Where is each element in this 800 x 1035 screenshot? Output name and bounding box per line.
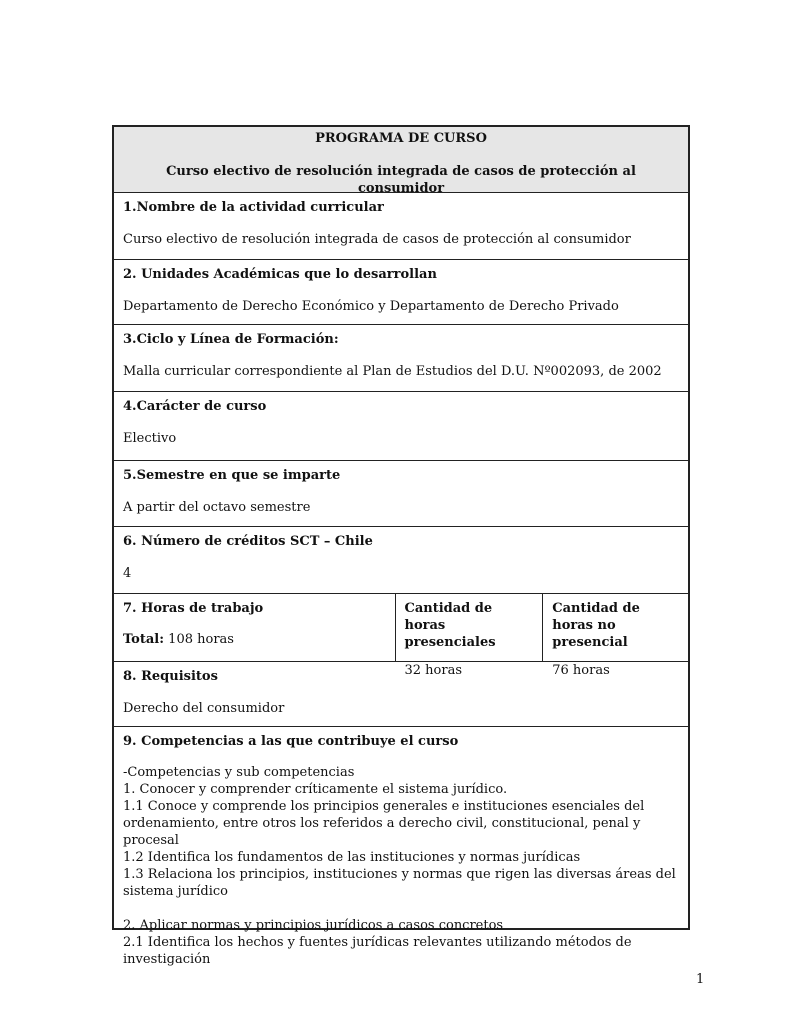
section-academic-units [114,259,688,324]
hours-total-cell [114,594,396,661]
competency-line: 2.1 Identifica los hechos y fuentes jurídicas relevantes utilizando métodos de investigación [123,935,632,967]
hours-title: 7. Horas de trabajo [123,601,264,616]
section-title: 5.Semestre en que se imparte [123,468,341,483]
section-title: 6. Número de créditos SCT – Chile [123,534,373,549]
page-number: 1 [696,972,705,987]
hours-presencial-cell [396,594,544,678]
course-title: Curso electivo de resolución integrada de casos de protección al consumidor [166,164,636,196]
section-title: 9. Competencias a las que contribuye el curso [123,734,459,749]
table-header [114,127,688,196]
section-value: 4 [123,566,132,581]
competency-spacer [123,900,679,917]
competencies-list [123,764,679,968]
competency-line: -Competencias y sub competencias [123,765,355,780]
section-title: 8. Requisitos [123,669,218,684]
competency-line: 1. Conocer y comprender críticamente el sistema jurídico. [123,782,508,797]
competency-line: 1.2 Identifica los fundamentos de las instituciones y normas jurídicas [123,850,581,865]
section-value: Departamento de Derecho Económico y Departamento de Derecho Privado [123,299,619,314]
section-title: 3.Ciclo y Línea de Formación: [123,332,339,347]
section-semester [114,460,688,526]
hours-no-presencial-cell [543,594,688,678]
competency-line: 1.1 Conoce y comprende los principios generales e instituciones esenciales del ordenamiento, entre otros los referidos a derecho civil, constitucional, penal y procesal [123,799,645,848]
hours-total-label: Total: [123,632,165,647]
section-title: 4.Carácter de curso [123,399,267,414]
hours-no-presencial-value: 76 horas [552,663,610,678]
section-value: Derecho del consumidor [123,701,285,716]
hours-no-presencial-title: Cantidad de horas no presencial [552,601,640,650]
section-cycle-line [114,324,688,391]
competency-line: 2. Aplicar normas y principios jurídicos a casos concretos [123,918,504,933]
section-credits [114,526,688,593]
section-value: A partir del octavo semestre [123,500,311,515]
program-title: PROGRAMA DE CURSO [315,131,487,146]
section-title: 2. Unidades Académicas que lo desarrollan [123,267,437,282]
competency-line: 1.3 Relaciona los principios, instituciones y normas que rigen las diversas áreas del sistema jurídico [123,867,676,899]
section-value: Electivo [123,431,177,446]
section-activity-name [114,192,688,259]
section-competencies [114,726,688,967]
section-course-character [114,391,688,460]
hours-total [123,631,386,648]
section-value: Curso electivo de resolución integrada de casos de protección al consumidor [123,232,631,247]
section-value: Malla curricular correspondiente al Plan de Estudios del D.U. Nº002093, de 2002 [123,364,662,379]
hours-total-value: 108 horas [168,632,234,647]
section-title: 1.Nombre de la actividad curricular [123,200,384,215]
hours-presencial-value: 32 horas [404,663,463,678]
course-program-table [112,125,690,967]
hours-presencial-title: Cantidad de horas presenciales [404,601,496,650]
